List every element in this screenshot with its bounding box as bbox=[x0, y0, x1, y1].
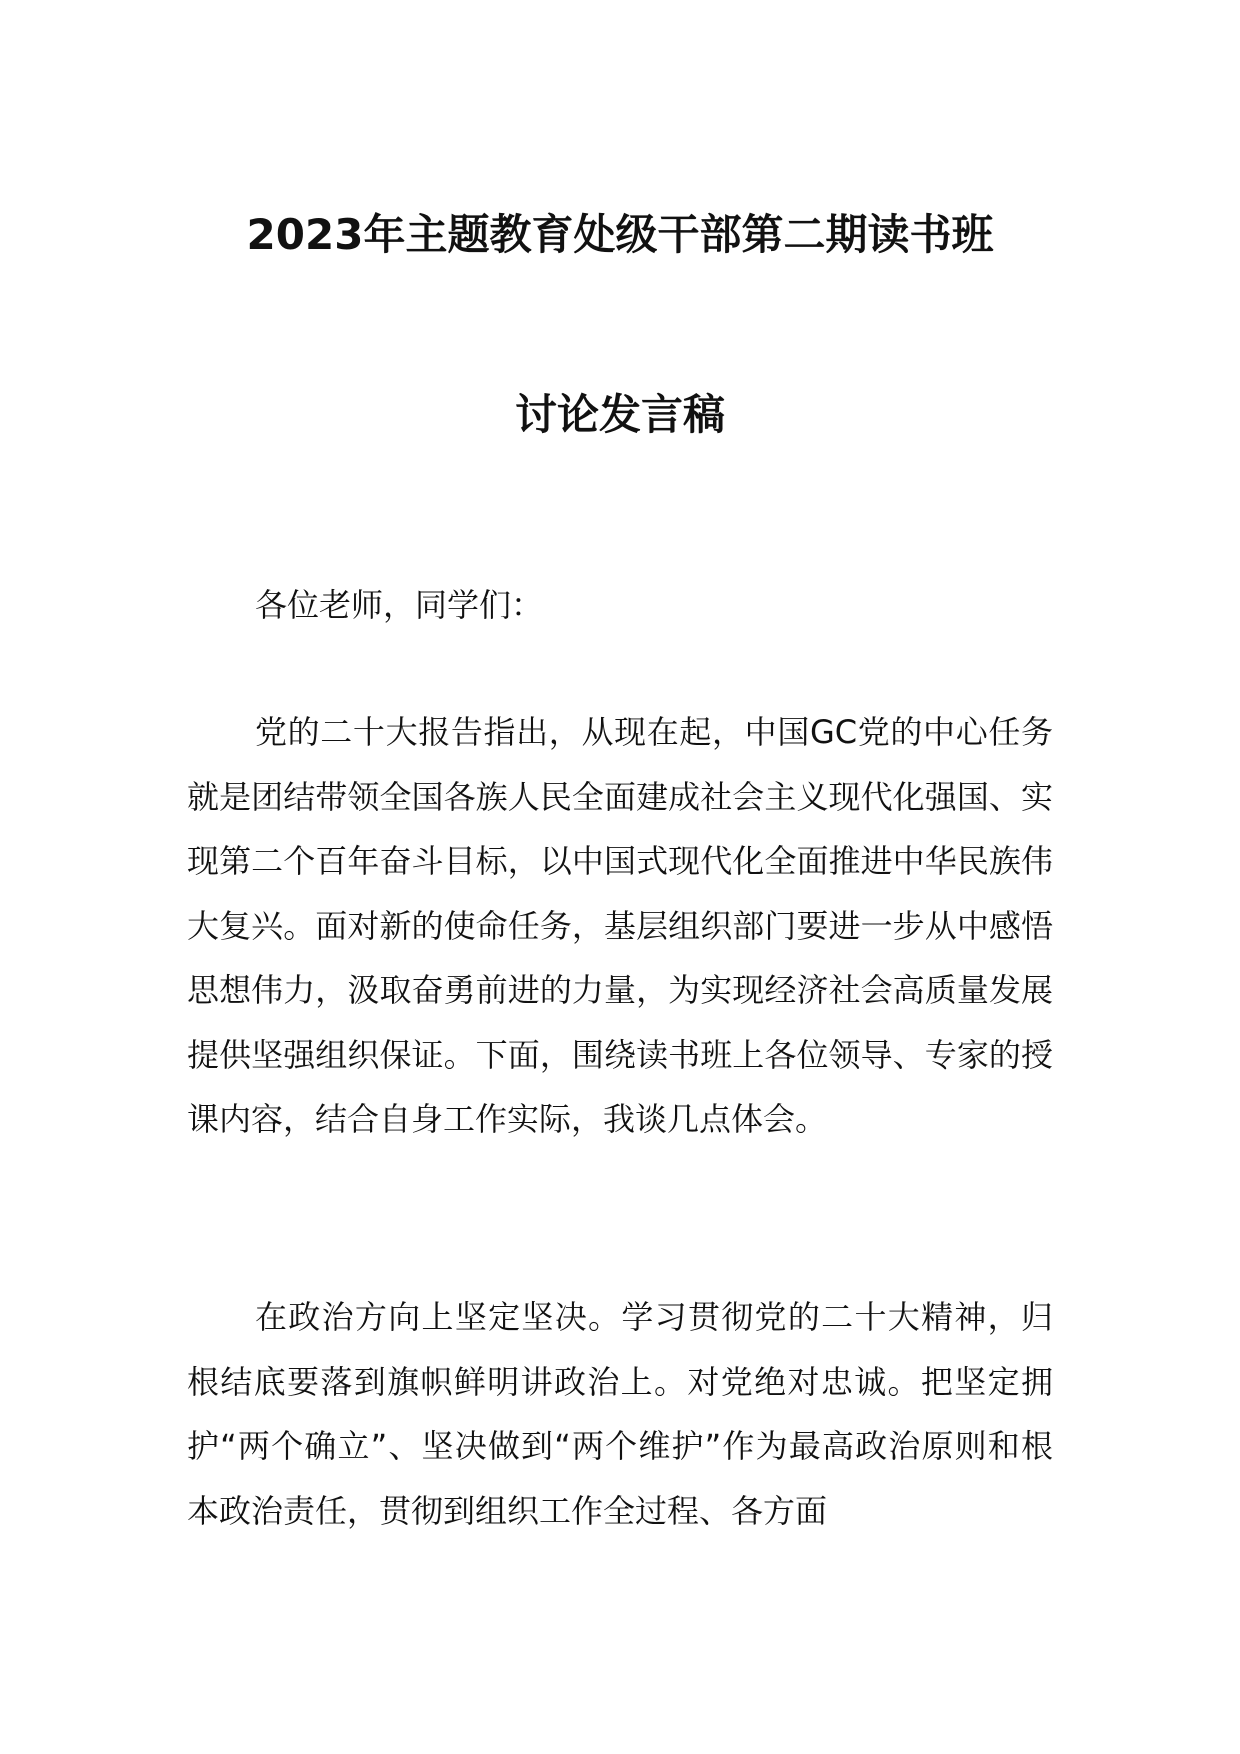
paragraph-2: 在政治方向上坚定坚决。学习贯彻党的二十大精神，归根结底要落到旗帜鲜明讲政治上。对党绝对忠诚。把坚定拥护“两个确立”、坚决做到“两个维护”作为最高政治原则和根本政治责任，贯彻到组织工作全过程、各方面 bbox=[187, 1298, 1053, 1530]
document-title-line-2: 讨论发言稿 bbox=[514, 390, 725, 439]
document-title-line-1: 2023年主题教育处级干部第二期读书班 bbox=[246, 210, 994, 259]
salutation: 各位老师，同学们： bbox=[255, 586, 544, 624]
paragraph-1: 党的二十大报告指出，从现在起，中国GC党的中心任务就是团结带领全国各族人民全面建成社会主义现代化强国、实现第二个百年奋斗目标，以中国式现代化全面推进中华民族伟大复兴。面对新的使命任务，基层组织部门要进一步从中感悟思想伟力，汲取奋勇前进的力量，为实现经济社会高质量发展提供坚强组织保证。下面，围绕读书班上各位领导、专家的授课内容，结合自身工作实际，我谈几点体会。 bbox=[187, 713, 1053, 1138]
